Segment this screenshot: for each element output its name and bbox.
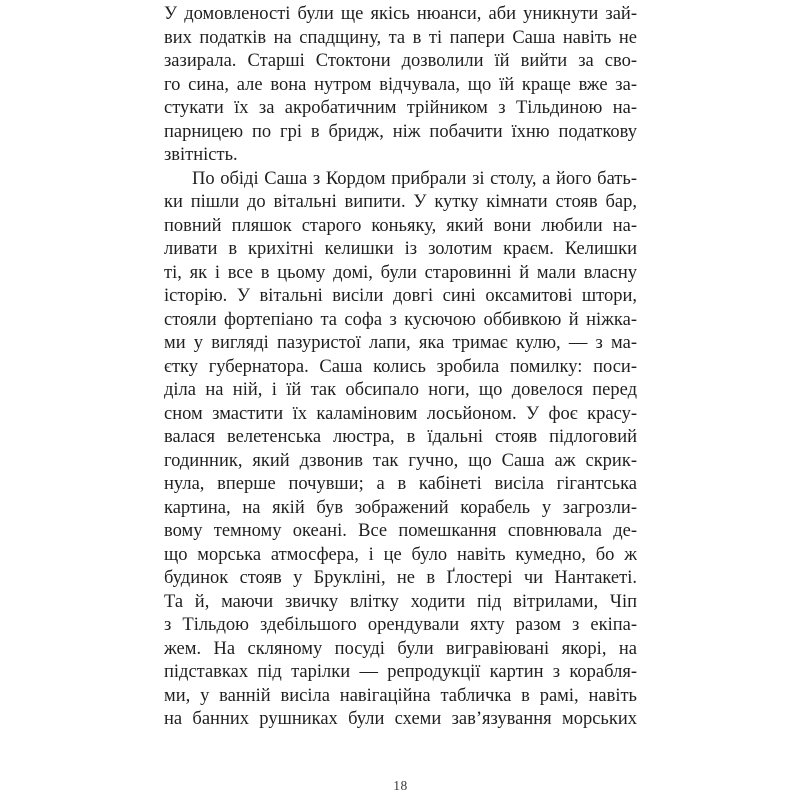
text-line: підставках під тарілки — репродукції картин з корабля- [164,662,637,682]
text-line: зазирала. Старші Стоктони дозволили їй вийти за сво- [164,51,637,71]
text-line: ки пішли до вітальні випити. У кутку кімнати стояв бар, [164,192,637,212]
text-line: сном змастити їх каламіновим лосьйоном. У фоє красу- [164,403,637,424]
text-line: що морська атмосфера, і це було навіть кумедно, бо ж [164,544,637,565]
paragraph [164,3,637,168]
text-line: з Тільдою здебільшого орендували яхту разом з екіпа- [164,615,637,635]
text-line: жем. На скляному посуді були вигравіювані якорі, на [164,638,637,659]
text-line: на банних рушниках були схеми зав’язування морських [164,709,637,729]
text-line: звітність. [164,145,238,165]
text-line: повний пляшок старого коньяку, який вони любили на- [164,215,637,236]
text-line: По обіді Саша з Кордом прибрали зі столу, а його бать- [192,168,637,189]
text-line: ми у вигляді пазуристої лапи, яка тримає кулю, — з ма- [164,333,637,353]
page-number: 18 [393,778,408,793]
text-line: вих податків на спадщину, та в ті папери Саша навіть не [164,27,637,48]
text-line: будинок стояв у Брукліні, не в Ґлостері чи Нантакеті. [164,568,637,588]
text-line: ми, у ванній висіла навігаційна табличка в рамі, навіть [164,685,637,706]
text-line: стояли фортепіано та софа з кусючою оббивкою й ніжка- [164,309,637,330]
text-line: ливати в крихітні келишки із золотим краєм. Келишки [164,239,637,259]
text-line: історію. У вітальні висіли довгі сині оксамитові штори, [164,286,637,306]
page-text [164,3,637,732]
text-line: картина, на якій був зображений корабель у загрозли- [164,497,637,518]
text-line: нула, вперше почувши; а в кабінеті висіла гігантська [164,474,637,494]
text-line: валася велетенська люстра, в їдальні стояв підлоговий [164,427,637,447]
text-line: годинник, який дзвонив так гучно, що Саша аж скрик- [164,450,637,471]
paragraph [164,168,637,732]
text-line: У домовленості були ще якісь нюанси, аби уникнути зай- [164,4,637,24]
text-line: Та й, маючи звичку влітку ходити під вітрилами, Чіп [164,591,637,612]
text-line: діла на ній, і їй так обсипало ноги, що довелося перед [164,380,637,400]
text-line: стукати їх за акробатичним трійником з Тільдиною на- [164,98,637,118]
text-line: ті, як і все в цьому домі, були старовинні й мали власну [164,262,637,283]
text-line: го сина, але вона нутром відчувала, що їй краще вже за- [164,74,637,95]
text-line: єтку губернатора. Саша колись зробила помилку: поси- [164,356,637,377]
text-line: вому темному океані. Все помешкання сповнювала де- [164,521,637,541]
text-line: парницею по грі в бридж, ніж побачити їхню податкову [164,121,637,142]
